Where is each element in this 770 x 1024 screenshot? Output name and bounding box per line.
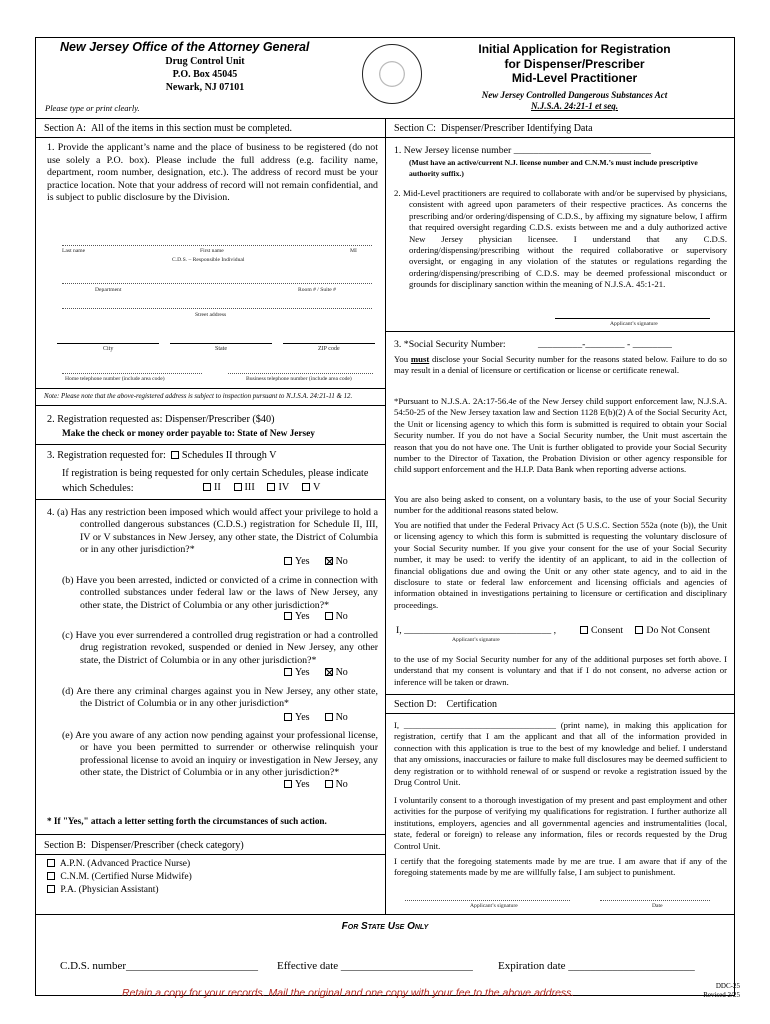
pa-option[interactable]: P.A. (Physician Assistant) [47, 884, 192, 897]
section-a-q1: 1. Provide the applicant’s name and the place of business to be registered (do not use solely a P.O. box). Please include the full address (e.g. facility name, department, room number, designation, etc.). The address of record must be your practice location. Note that your address of record will not remain confidential, and is subject to public disclosure by the Division. [47, 142, 378, 204]
zip-field[interactable] [283, 343, 375, 344]
cnm-option[interactable]: C.N.M. (Certified Nurse Midwife) [47, 871, 192, 884]
truth-certification-text: I certify that the foregoing statements made by me are true. I am aware that if any of the foregoing statements made by me are willfully false, I am subject to punishment. [394, 856, 727, 878]
schedule-options: II III IV V [203, 482, 320, 493]
no-consent-checkbox[interactable] [635, 626, 643, 634]
payable-to: Make the check or money order payable to: State of New Jersey [62, 429, 315, 439]
schedule-ii-checkbox[interactable] [203, 483, 211, 491]
schedules-question: If registration is being requested for only certain Schedules, please indicate which Schedules: [62, 468, 369, 494]
schedule-iv-checkbox[interactable] [267, 483, 275, 491]
expiration-date-field[interactable]: Expiration date _______________________ [498, 960, 695, 972]
license-number-field[interactable]: 1. New Jersey license number ____________________________ [394, 145, 651, 156]
question-4c: (c) Have you ever surrendered a controlled drug registration or had a controlled drug registration revoked, suspended or denied in New Jersey, any other state, the District of Columbia or in any other jurisdiction?* [62, 630, 378, 666]
consent-signature-field[interactable]: I, ______________________________ , [396, 625, 557, 636]
yes-footnote: * If "Yes," attach a letter setting forth the circumstances of such action. [47, 816, 327, 826]
certification-text: I, ___________________________________ (print name), in making this application for registration, certify that I am the applicant and that all of the information provided in connection with this application is true to the best of my knowledge and belief. I understand that any omissions, inaccuracies or failure to make full disclosures may be deemed sufficient to deny registration or to withhold renewal of or suspend or revoke a registration issued by the Drug Control Unit. [394, 720, 727, 788]
name-field[interactable] [62, 245, 372, 246]
oversight-signature-field[interactable] [555, 318, 710, 319]
form-version: DDC-25 Revised 2/25 [703, 982, 740, 999]
q4d-yes-checkbox[interactable] [284, 713, 292, 721]
q4b-answers: Yes No [284, 611, 348, 622]
schedule-v-checkbox[interactable] [302, 483, 310, 491]
schedule-iii-checkbox[interactable] [234, 483, 242, 491]
cnm-checkbox[interactable] [47, 872, 55, 880]
q4d-answers: Yes No [284, 712, 348, 723]
ssn-pursuant-text: *Pursuant to N.J.S.A. 2A:17-56.4e of the New Jersey child support enforcement law, N.J.S.A. 54:50-25 of the New Jersey taxation law and Section 1128 E(b)(2) A of the Social Security Act, the Unit or licensing agency to which this form is submitted is required to obtain your Social Security number. If you do not have a Social Security number, the Unit must ascertain the reason that you do not have one. The Unit is further obligated to provide your Social Security number to the Director of Taxation, the Probation Division or other agency responsible for child support enforcement and the H.I.P. Data Bank when reporting adverse actions. [394, 396, 727, 475]
ssn-voluntary-text: You are also being asked to consent, on a voluntary basis, to the use of your Social Security number for the additional reasons stated below. [394, 494, 727, 516]
q4b-no-checkbox[interactable] [325, 612, 333, 620]
ssn-label: 3. *Social Security Number: [394, 339, 506, 350]
q4a-yes-checkbox[interactable] [284, 557, 292, 565]
q4c-answers: Yes No [284, 667, 348, 678]
consent-statement: to the use of my Social Security number for any of the additional purposes set forth above. I understand that my consent is voluntary and that if I do not consent, no adverse action or inference will be taken or drawn. [394, 654, 727, 687]
section-a-q2: 2. Registration requested as: Dispenser/Prescriber ($40) [47, 414, 275, 425]
section-c-header: Section C: Dispenser/Prescriber Identifying Data [394, 123, 593, 134]
consent-options: Consent Do Not Consent [580, 625, 710, 636]
section-b-options [47, 858, 192, 897]
business-phone-field[interactable] [228, 373, 373, 374]
inspection-note: Note: Please note that the above-registered address is subject to inspection pursuant to N.J.S.A. 24:21-11 & 12. [44, 393, 353, 400]
ssn-field[interactable]: _________-________ - ________ [538, 339, 672, 350]
section-a-header: Section A: All of the items in this section must be completed. [44, 123, 293, 134]
ssn-must-disclose: You must disclose your Social Security number for the reasons stated below. Failure to do so may result in a denial of licensure or certification or license or certificate renewal. [394, 354, 727, 376]
license-note: (Must have an active/current N.J. license number and C.N.M.’s must include prescriptive authority suffix.) [409, 158, 698, 178]
section-c-q2: 2. Mid-Level practitioners are required to collaborate with and/or be supervised by physicians, consistent with agreed upon parameters of their respective practices. As concerns the prescribing and/or ordering/dispensing of C.D.S., by affixing my signature below, I affirm that required oversight regarding C.D.S. exists between me and a duly authorized active New Jersey physician licensee. I understand that any C.D.S. ordering/dispensing/prescribing without the required collaborative or supervisory oversight, or engaging in any violation of the statutes or regulations regarding the ordering/dispensing/prescribing of C.D.S. may be deemed professional misconduct or grounds for disciplinary sanction within the meaning of N.J.S.A. 45:1-21. [394, 188, 727, 290]
question-4d: (d) Are there any criminal charges against you in New Jersey, any other state, the District of Columbia or in any other jurisdiction* [62, 686, 378, 710]
certification-date-field[interactable] [600, 900, 710, 901]
state-use-title: For State Use Only [341, 921, 429, 932]
certification-signature-field[interactable] [405, 900, 570, 901]
street-field[interactable] [62, 308, 372, 309]
city-field[interactable] [57, 343, 159, 344]
question-4b: (b) Have you been arrested, indicted or convicted of a crime in connection with controlled substances under federal law or the laws of New Jersey, any other state, the District of Columbia or any other jurisdiction?* [62, 575, 378, 611]
q4c-no-checkbox[interactable] [325, 668, 333, 676]
effective-date-field[interactable]: Effective date ________________________ [277, 960, 473, 972]
consent-checkbox[interactable] [580, 626, 588, 634]
section-a-q3: 3. Registration requested for: Schedules II through V [47, 450, 277, 461]
section-b-header: Section B: Dispenser/Prescriber (check category) [44, 840, 244, 851]
nj-seal-icon [362, 44, 422, 104]
q4e-no-checkbox[interactable] [325, 780, 333, 788]
office-title: New Jersey Office of the Attorney General [60, 40, 310, 54]
unit-address: Drug Control Unit P.O. Box 45045 Newark, NJ 07101 [165, 56, 245, 93]
question-4e: (e) Are you aware of any action now pending against your professional license, or have you been permitted to surrender or otherwise relinquish your professional license to avoid an inquiry or investigation in New Jersey, any other state, the District of Columbia or in any other jurisdiction?* [62, 730, 378, 779]
q4e-yes-checkbox[interactable] [284, 780, 292, 788]
q4a-no-checkbox[interactable] [325, 557, 333, 565]
q4d-no-checkbox[interactable] [325, 713, 333, 721]
cds-number-field[interactable]: C.D.S. number________________________ [60, 960, 258, 972]
retain-copy-note: Retain a copy for your records. Mail the original and one copy with your fee to the above address. [122, 987, 575, 999]
investigation-consent-text: I voluntarily consent to a thorough investigation of my present and past employment and other activities for the purpose of verifying my qualifications for registration. I further authorize all institutions, employers, agencies and all governmental agencies and instrumentalities (local, state, federal or foreign) to release any information, files or records requested by the Drug Control Unit. [394, 795, 727, 851]
department-field[interactable] [62, 283, 372, 284]
column-divider [385, 118, 386, 914]
form-title: Initial Application for Registration for Dispenser/Prescriber Mid-Level Practitioner [478, 42, 671, 85]
question-4a: 4. (a) Has any restriction been imposed which would affect your privilege to hold a controlled dangerous substances (C.D.S.) registration for Schedule II, III, IV or V substances in New Jersey, any other state, the District of Columbia or in any other jurisdiction?* [47, 507, 378, 556]
act-reference: New Jersey Controlled Dangerous Substances Act N.J.S.A. 24:21-1 et seq. [481, 90, 668, 111]
section-d-header: Section D: Certification [394, 699, 498, 710]
q4e-answers: Yes No [284, 779, 348, 790]
apn-checkbox[interactable] [47, 859, 55, 867]
q4b-yes-checkbox[interactable] [284, 612, 292, 620]
privacy-act-text: You are notified that under the Federal Privacy Act (5 U.S.C. Section 552a (note (b)), the Unit or licensing agency to which this form is submitted is requesting the voluntary disclosure of your Social Security number. If you give your consent for the use of your Social Security number, it may be used: to verify the identity of an applicant, to aid in the collection of financial obligations due and owing the Unit or any other state agency, and to aid in the disclosure to state or federal law enforcement and licensing officials and agencies of information obtained in investigations pertaining to licensure or certification and disciplinary proceedings. [394, 520, 727, 610]
q4c-yes-checkbox[interactable] [284, 668, 292, 676]
state-field[interactable] [170, 343, 272, 344]
pa-checkbox[interactable] [47, 885, 55, 893]
apn-option[interactable]: A.P.N. (Advanced Practice Nurse) [47, 858, 192, 871]
print-note: Please type or print clearly. [45, 103, 140, 113]
q4a-answers: Yes No [284, 556, 348, 567]
home-phone-field[interactable] [62, 373, 202, 374]
schedules-all-checkbox[interactable] [171, 451, 179, 459]
